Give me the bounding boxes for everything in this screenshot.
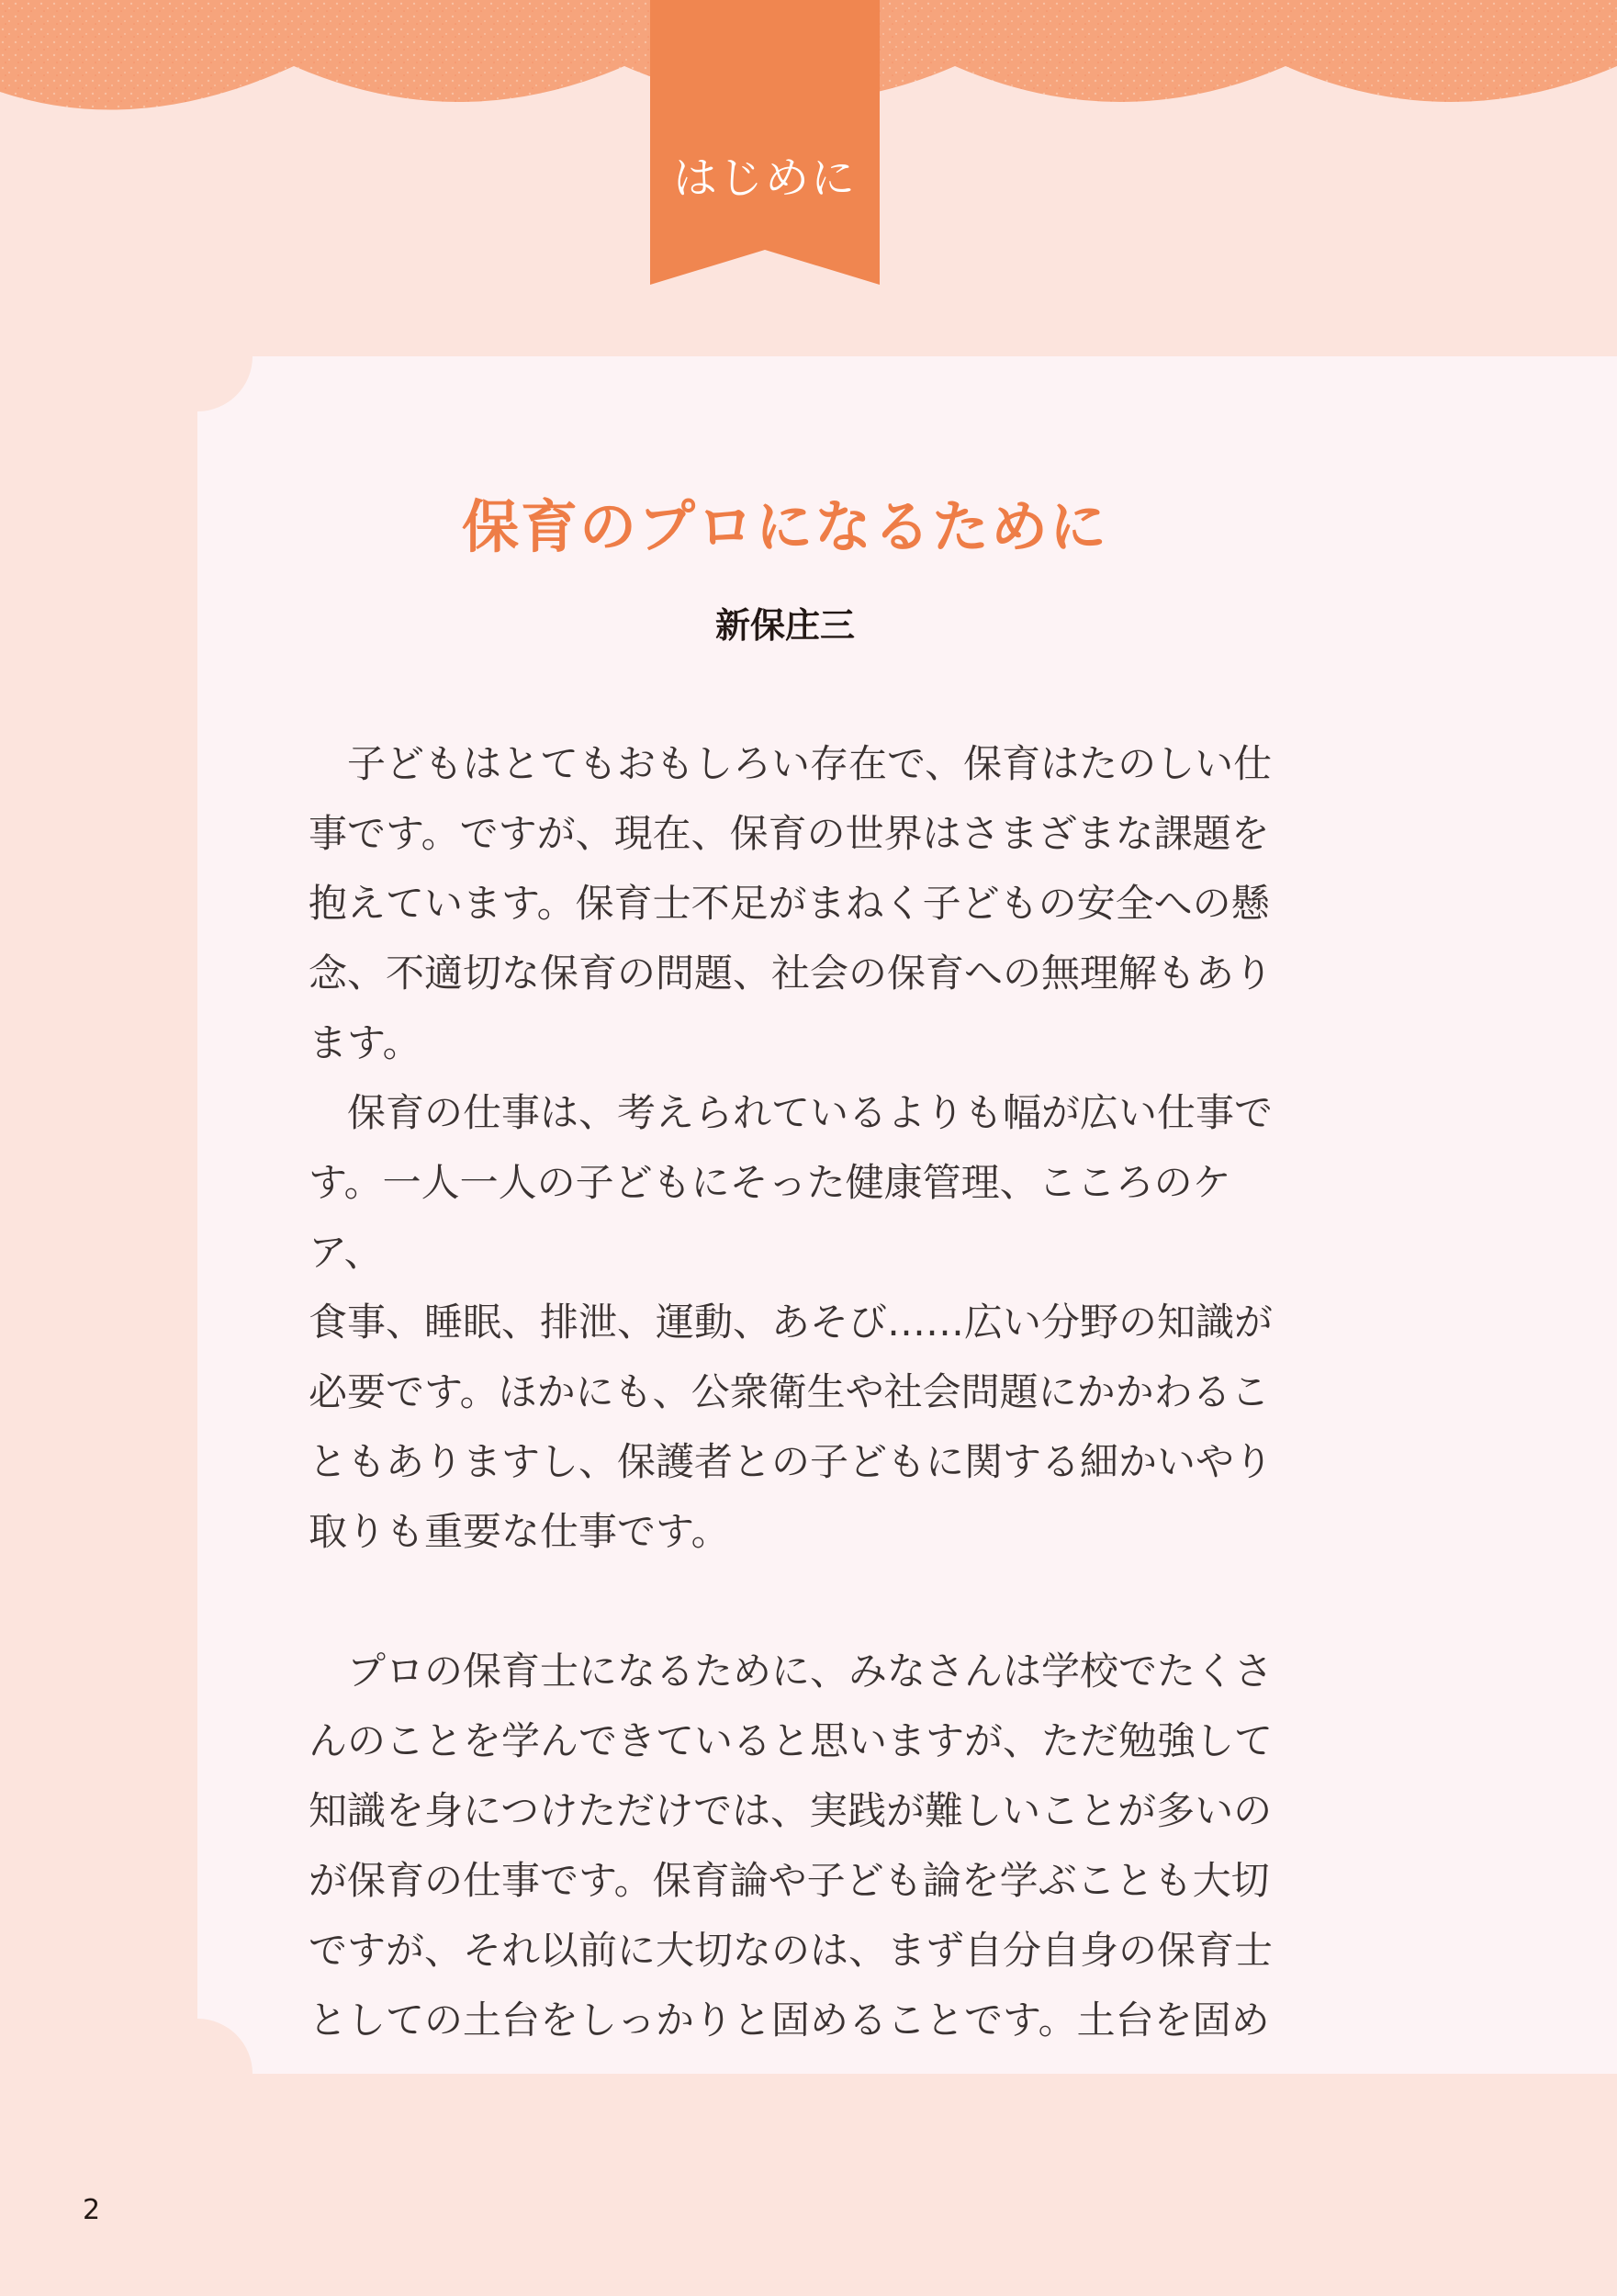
body-line: 子どもはとてもおもしろい存在で、保育はたのしい仕 — [309, 741, 1273, 786]
body-line: 保育の仕事は、考えられているよりも幅が広い仕事で — [309, 1090, 1274, 1135]
body-line: 念、不適切な保育の問題、社会の保育への無理解もあり — [309, 951, 1274, 996]
body-line: す。一人一人の子どもにそった健康管理、こころのケア、 — [309, 1160, 1231, 1275]
paragraph-gap — [309, 1567, 1291, 1637]
article-title: 保育のプロになるために — [461, 493, 1108, 560]
body-line: 必要です。ほかにも、公衆衛生や社会問題にかかわるこ — [309, 1369, 1270, 1414]
body-line: プロの保育士になるために、みなさんは学校でたくさ — [309, 1649, 1274, 1694]
body-line: が保育の仕事です。保育論や子ども論を学ぶことも大切 — [309, 1858, 1270, 1903]
page-number: 2 — [83, 2194, 101, 2226]
section-ribbon — [650, 0, 880, 285]
body-line: ですが、それ以前に大切なのは、まず自分自身の保育士 — [309, 1928, 1274, 1973]
body-line: 事です。ですが、現在、保育の世界はさまざまな課題を — [309, 811, 1270, 856]
body-line: 食事、睡眠、排泄、運動、あそび……広い分野の知識が — [309, 1300, 1274, 1345]
article-body — [309, 729, 1291, 2055]
body-line: としての土台をしっかりと固めることです。土台を固め — [309, 1998, 1270, 2043]
body-line: んのことを学んできていると思いますが、ただ勉強して — [309, 1718, 1274, 1763]
body-line: 抱えています。保育士不足がまねく子どもの安全への懸 — [309, 881, 1270, 926]
article-author: 新保庄三 — [714, 605, 855, 646]
section-label: はじめに — [672, 152, 857, 204]
body-line: ともありますし、保護者との子どもに関する細かいやり — [309, 1439, 1274, 1484]
body-line: ます。 — [309, 1020, 421, 1065]
body-line: 取りも重要な仕事です。 — [309, 1509, 730, 1554]
body-line: 知識を身につけただけでは、実践が難しいことが多いの — [309, 1788, 1273, 1833]
